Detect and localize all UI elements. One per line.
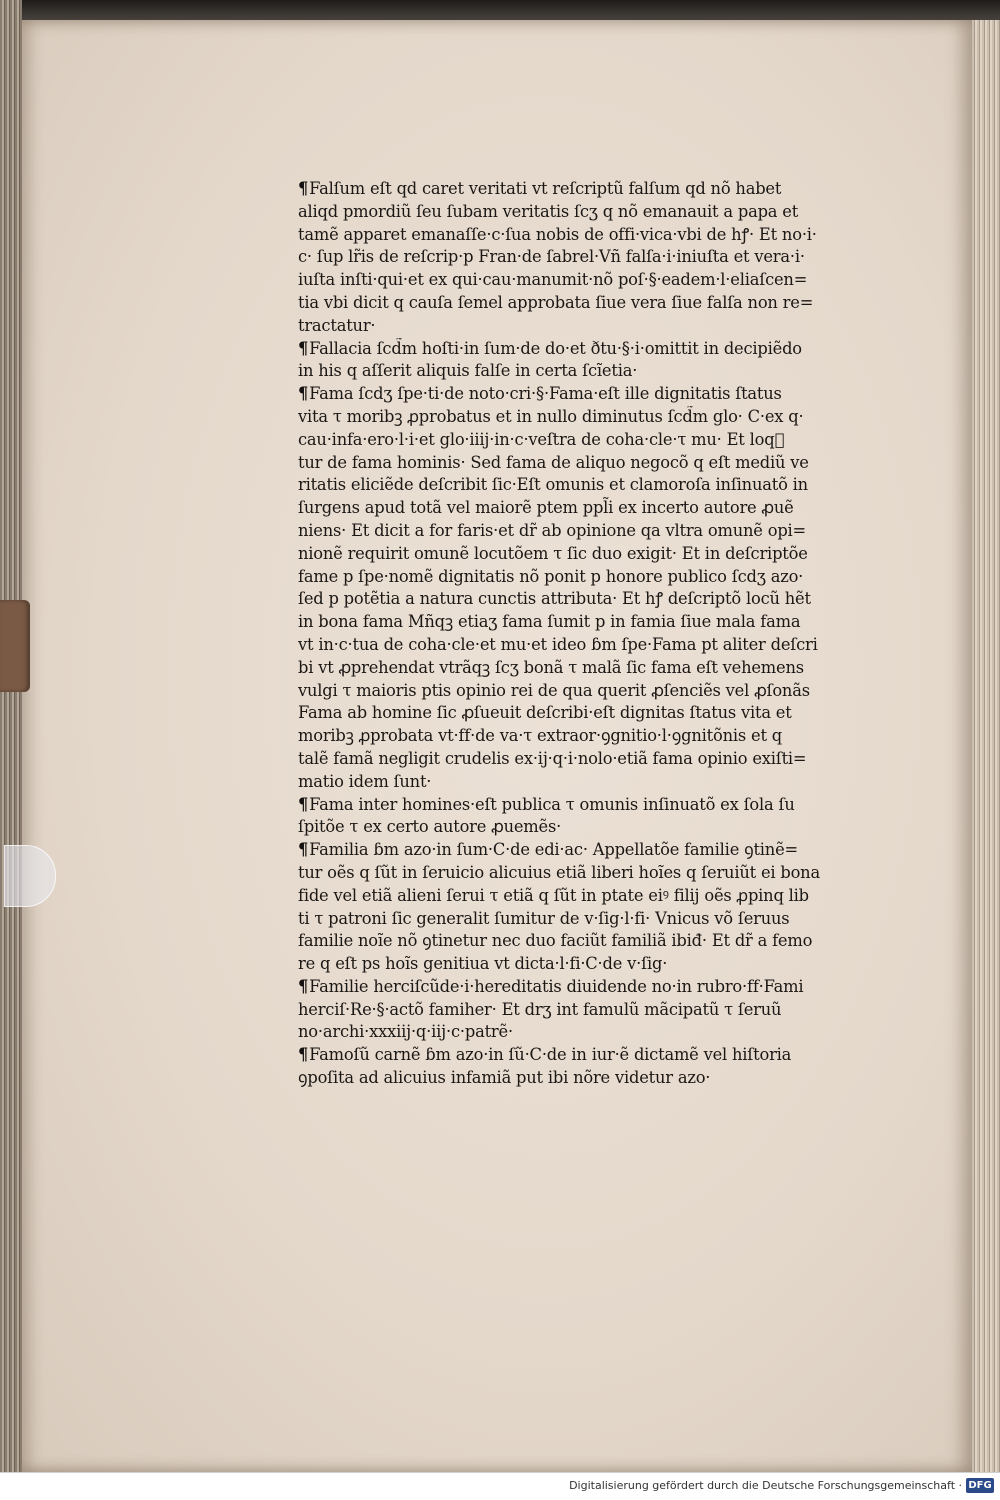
text-line: herciſ·Re·§·actõ famiher· Et drʒ int famulũ mãcipatũ τ ſeruũ: [298, 999, 782, 1019]
pilcrow-icon: ¶: [298, 179, 309, 198]
text-line: bi vt ꝓprehendat vtrãqꝫ ſcʒ bonã τ malã ſic fama eſt vehemens: [298, 657, 804, 677]
text-line: Fama ab homine ſic ꝓſueuit deſcribi·eſt dignitas ſtatus vita et: [298, 703, 792, 723]
text-line: c· ſup lr̃is de reſcrip·p Fran·de ſabrel·Vñ falſa·i·iniuſta et vera·i·: [298, 247, 805, 267]
text-line: vt in·c·tua de coha·cle·et mu·et ideo ɓm ſpe·Fama pt aliter deſcri: [298, 634, 818, 654]
paragraph-fama: [298, 383, 876, 793]
text-line: in bona fama Mñqꝫ etiaʒ fama ſumit p in famia ſiue mala fama: [298, 612, 801, 632]
text-line: re q eſt ps hoĩs genitiua vt dicta·l·fi·C·de v·ſig·: [298, 954, 668, 974]
text-line: matio idem ſunt·: [298, 771, 432, 791]
text-line: vita τ moribꝫ ꝓprobatus et in nullo diminutus ſcd̃m glo· C·ex q·: [298, 406, 804, 426]
text-column: [298, 178, 876, 1090]
text-line: ¶Fama ſcdʒ ſpe·ti·de noto·cri·§·Fama·eſt ille dignitatis ſtatus: [298, 384, 782, 404]
paragraph-familie: [298, 976, 876, 1044]
text-line: moribꝫ ꝓprobata vt·ff·de va·τ extraor·ꝯgnitio·l·ꝯgnitõnis et q: [298, 726, 782, 746]
text-line: tamẽ apparet emanaſſe·c·ſua nobis de offi·vica·vbi de hꝭ· Et no·i·: [298, 224, 817, 244]
text-line: tur oẽs q ſũt in ſeruicio alicuius etiã liberi hoĩes q ſeruiũt ei bona: [298, 862, 820, 882]
funding-credit: Digitalisierung gefördert durch die Deutsche Forschungsgemeinschaft ·: [569, 1479, 962, 1492]
binding-top: [0, 0, 1000, 22]
paragraph-fallacia: [298, 338, 876, 384]
text-line: tractatur·: [298, 315, 376, 335]
text-line: ſpitõe τ ex certo autore ꝓuemẽs·: [298, 817, 562, 837]
text-line: familie noĩe nõ ꝯtinetur nec duo faciũt familiã ibiđ· Et dr̃ a femo: [298, 931, 813, 951]
text-line: cau·infa·ero·l·i·et glo·iiij·in·c·veſtra de coha·cle·τ mu· Et loqᷓ: [298, 429, 785, 449]
text-line: nionẽ requirit omunẽ locutõem τ ſic duo exigit· Et in deſcriptõe: [298, 543, 808, 563]
text-line: ¶Fallacia ſcd̃m hoſti·in ſum·de do·et ðtu·§·i·omittit in decipiẽdo: [298, 338, 802, 358]
footer-bar: [0, 1472, 1000, 1500]
text-line: ſed p potẽtia a natura cunctis attributa· Et hꝭ deſcriptõ locũ hẽt: [298, 589, 811, 609]
paragraph-falsum: [298, 178, 876, 338]
text-line: ¶Familia ɓm azo·in ſum·C·de edi·ac· Appellatõe familie ꝯtinẽ=: [298, 840, 798, 860]
text-line: tur de fama hominis· Sed fama de aliquo negocõ q eſt mediũ ve: [298, 452, 809, 472]
text-line: talẽ famã negligit crudelis ex·ij·q·i·nolo·etiã fama opinio exiſti=: [298, 748, 807, 768]
text-line: ti τ patroni ſic generalit ſumitur de v·ſig·l·fi· Vnicus võ ſeruus: [298, 908, 790, 928]
text-line: ¶Familie herciſcũde·i·hereditatis diuidende no·in rubro·ff·Fami: [298, 976, 804, 996]
pilcrow-icon: ¶: [298, 840, 309, 860]
text-line: ꝯpoſita ad alicuius infamiã put ibi nõre videtur azo·: [298, 1068, 711, 1088]
page-edges-left: [0, 0, 22, 1472]
text-line: niens· Et dicit a for faris·et dr̃ ab opinione qa vltra omunẽ opi=: [298, 520, 806, 540]
pilcrow-icon: ¶: [298, 976, 309, 996]
text-line: vulgi τ maioris ptis opinio rei de qua querit ꝓſenciẽs vel ꝓſonãs: [298, 680, 810, 700]
text-line: no·archi·xxxiij·q·iij·c·patrẽ·: [298, 1022, 513, 1042]
text-line: ritatis eliciẽde deſcribit ſic·Eſt omunis et clamoroſa inſinuatõ in: [298, 475, 808, 495]
paragraph-famosum: [298, 1044, 876, 1090]
text-line: in his q aſſerit aliquis falſe in certa ſcĩetia·: [298, 361, 638, 381]
text-line: aliqd pmordiũ ſeu ſubam veritatis ſcʒ q nõ emanauit a papa et: [298, 201, 799, 221]
text-line: iuſta inſti·qui·et ex qui·cau·manumit·nõ poſ·§·eadem·l·eliaſcen=: [298, 270, 808, 290]
text-line: tia vbi dicit q cauſa ſemel approbata ſiue vera ſiue falſa non re=: [298, 292, 814, 312]
pilcrow-icon: ¶: [298, 338, 309, 358]
dfg-logo-icon: DFG: [966, 1478, 994, 1493]
text-line: ¶Famoſũ carnẽ ɓm azo·in ſũ·C·de in iur·ẽ dictamẽ vel hiſtoria: [298, 1045, 792, 1065]
pilcrow-icon: ¶: [298, 384, 309, 404]
pilcrow-icon: ¶: [298, 794, 309, 814]
page-edges-right: [972, 20, 1000, 1472]
clasp-strap: [0, 600, 30, 692]
text-line: ſurgens apud totã vel maiorẽ ptem ppl̃i ex incerto autore ꝓuẽ: [298, 498, 794, 518]
text-line: fame p ſpe·nomẽ dignitatis nõ ponit p honore publico ſcdʒ azo·: [298, 566, 804, 586]
text-line: ¶Falſum eſt qd caret veritati vt reſcriptũ falſum qd nõ habet: [298, 179, 782, 198]
paragraph-familia: [298, 839, 876, 976]
text-line: fide vel etiã alieni ſerui τ etiã q ſũt in ptate eiꝰ filij oẽs ꝓpinq lib: [298, 885, 809, 905]
paragraph-fama-inter: [298, 794, 876, 840]
pilcrow-icon: ¶: [298, 1045, 309, 1065]
text-line: ¶Fama inter homines·eſt publica τ omunis inſinuatõ ex ſola ſu: [298, 794, 795, 814]
